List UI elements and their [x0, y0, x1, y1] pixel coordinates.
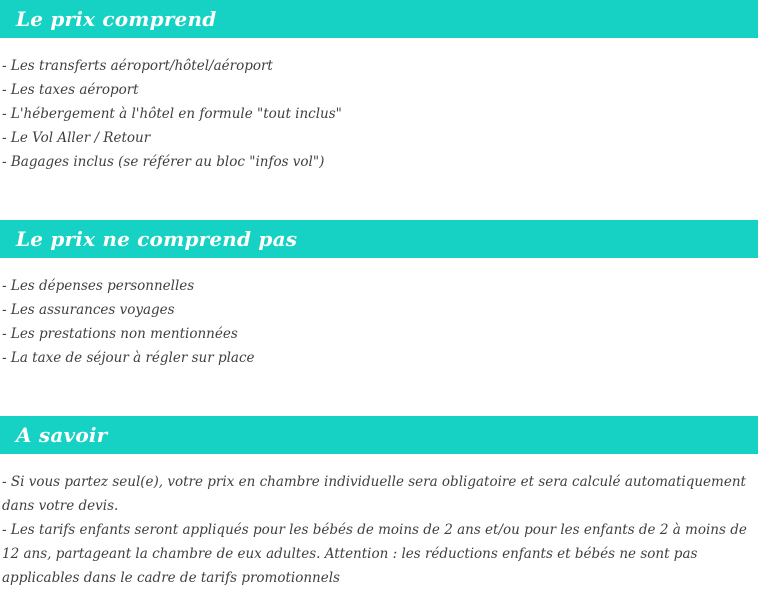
list-item: - Si vous partez seul(e), votre prix en chambre individuelle sera obligatoire et sera calculé automatiquement dans votre devis. [2, 474, 746, 514]
list-item: - Bagages inclus (se référer au bloc "infos vol") [2, 154, 325, 170]
section-body-good-to-know [0, 454, 758, 590]
section-title-price-includes: Le prix comprend [0, 0, 758, 38]
section-price-includes [0, 0, 758, 174]
list-item: - Les dépenses personnelles [2, 278, 195, 294]
section-body-price-includes [0, 38, 758, 174]
list-item: - Les transferts aéroport/hôtel/aéroport [2, 58, 273, 74]
body-top-spacer [2, 38, 754, 54]
section-spacer [0, 174, 758, 220]
section-title-price-excludes: Le prix ne comprend pas [0, 220, 758, 258]
list-item: - La taxe de séjour à régler sur place [2, 350, 255, 366]
list-item: - Les tarifs enfants seront appliqués pour les bébés de moins de 2 ans et/ou pour les enfants de 2 à moins de 12 ans, partageant la chambre de eux adultes. Attention : les réductions enfants et bébés ne sont pas applicables dans le cadre de tarifs promotionnels [2, 522, 747, 586]
section-spacer [0, 370, 758, 416]
section-body-price-excludes [0, 258, 758, 370]
body-top-spacer [2, 454, 754, 470]
list-item: - L'hébergement à l'hôtel en formule "tout inclus" [2, 106, 342, 122]
list-item: - Les taxes aéroport [2, 82, 139, 98]
section-title-good-to-know: A savoir [0, 416, 758, 454]
list-item: - Les prestations non mentionnées [2, 326, 238, 342]
section-good-to-know [0, 416, 758, 590]
list-item: - Les assurances voyages [2, 302, 175, 318]
list-item: - Le Vol Aller / Retour [2, 130, 151, 146]
body-top-spacer [2, 258, 754, 274]
section-price-excludes [0, 220, 758, 370]
